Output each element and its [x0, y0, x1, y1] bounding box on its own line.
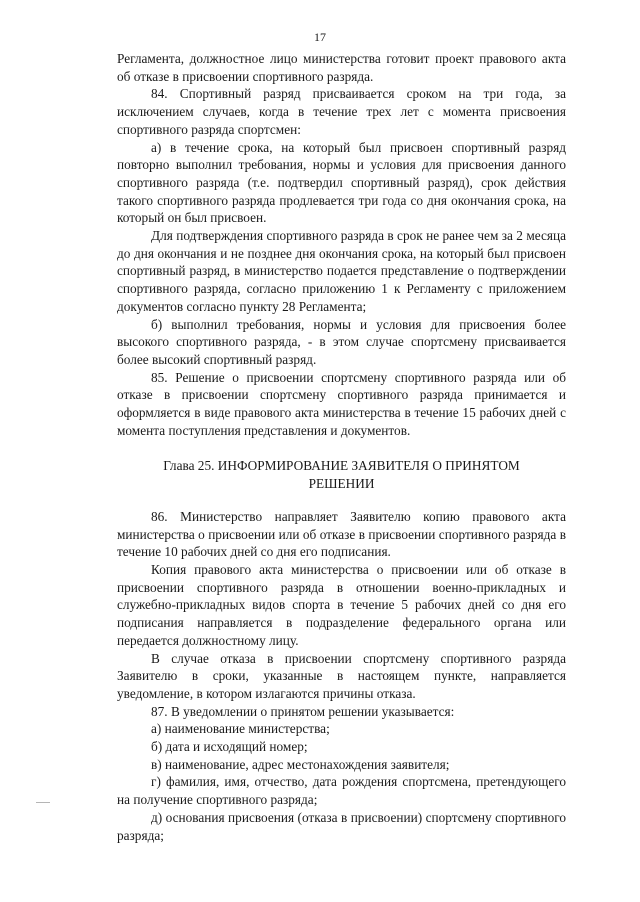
paragraph: Копия правового акта министерства о присвоении или об отказе в присвоении спортивного разряда в отношении военно-прикладных и служебно-прикладных видов спорта в течение 5 рабочих дней со дня его подписания направляется в подразделение федерального органа или передается должностному лицу.	[117, 561, 566, 648]
paragraph: 86. Министерство направляет Заявителю копию правового акта министерства о присвоении или об отказе в присвоении спортивного разряда в течение 10 рабочих дней со дня его подписания.	[117, 508, 566, 560]
list-item: б) дата и исходящий номер;	[151, 739, 308, 755]
scan-artifact-mark	[36, 802, 50, 803]
paragraph: 85. Решение о присвоении спортсмену спортивного разряда или об отказе в присвоении спортсмену спортивного разряда принимается и оформляется в виде правового акта министерства в течение 15 рабочих дней с момента поступления представления и документов.	[117, 369, 566, 438]
document-body	[117, 50, 566, 844]
list-item: в) наименование, адрес местонахождения заявителя;	[151, 756, 450, 772]
paragraph: Регламента, должностное лицо министерства готовит проект правового акта об отказе в присвоении спортивного разряда.	[117, 51, 566, 84]
paragraph: б) выполнил требования, нормы и условия для присвоения более высокого спортивного разряда, - в этом случае спортсмену присваивается более высокий спортивный разряд.	[117, 316, 566, 367]
paragraph: а) в течение срока, на который был присвоен спортивный разряд повторно выполнил требования, нормы и условия для присвоения данного спортивного разряда (т.е. подтвердил спортивный разряд), срок действия такого спортивного разряда продлевается три года со дня окончания срока, на который он был присвоен.	[117, 139, 566, 226]
list-item: г) фамилия, имя, отчество, дата рождения спортсмена, претендующего на получение спортивного разряда;	[117, 774, 566, 808]
chapter-heading: Глава 25. ИНФОРМИРОВАНИЕ ЗАЯВИТЕЛЯ О ПРИНЯТОМ РЕШЕНИИ	[163, 458, 520, 492]
paragraph: В случае отказа в присвоении спортсмену спортивного разряда Заявителю в сроки, указанные в настоящем пункте, направляется уведомление, в котором излагаются причины отказа.	[117, 650, 566, 701]
list-item: а) наименование министерства;	[151, 721, 330, 737]
paragraph: 84. Спортивный разряд присваивается сроком на три года, за исключением случаев, когда в течение трех лет с момента присвоения спортивного разряда спортсмен:	[117, 86, 566, 137]
paragraph: 87. В уведомлении о принятом решении указывается:	[151, 703, 455, 719]
paragraph: Для подтверждения спортивного разряда в срок не ранее чем за 2 месяца до дня окончания и не позднее дня окончания срока, на который был присвоен спортивный разряд, в министерство подается представление о подтверждении спортивного разряда, согласно приложению 1 к Регламенту с приложением документов согласно пункту 28 Регламента;	[117, 228, 566, 314]
list-item: д) основания присвоения (отказа в присвоении) спортсмену спортивного разряда;	[117, 809, 566, 843]
page-number: 17	[314, 30, 326, 44]
